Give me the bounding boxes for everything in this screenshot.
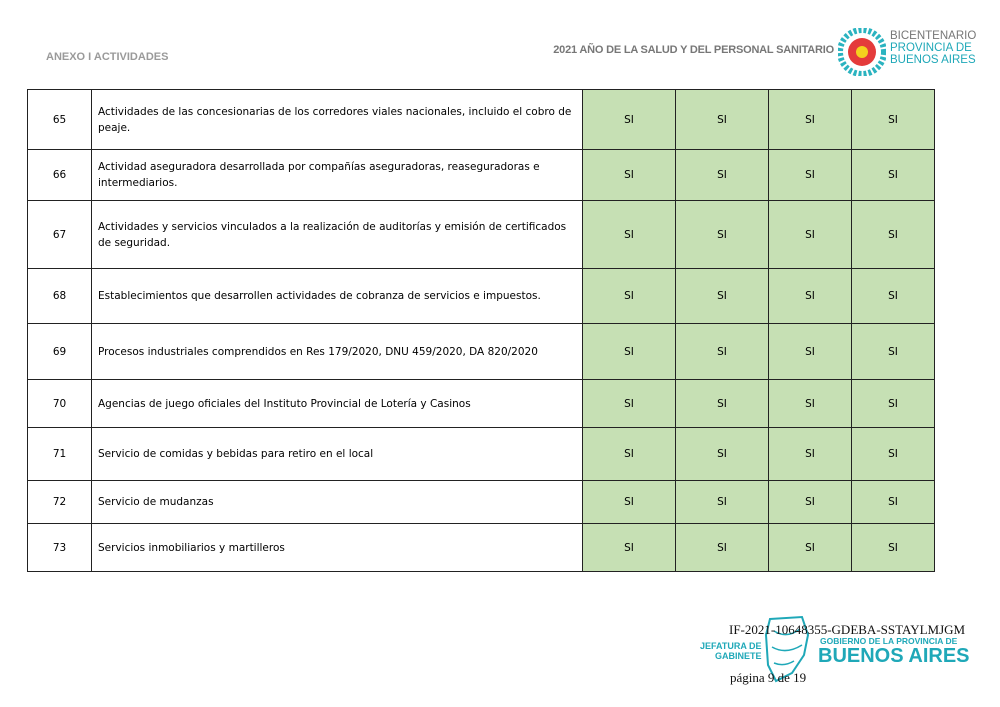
year-motto: 2021 AÑO DE LA SALUD Y DEL PERSONAL SANITARIO: [553, 44, 834, 56]
status-cell: SI: [583, 481, 676, 524]
status-cell: SI: [769, 269, 852, 324]
status-cell: SI: [676, 269, 769, 324]
status-cell: SI: [676, 428, 769, 481]
status-cell: SI: [583, 150, 676, 201]
row-number: 72: [28, 481, 92, 524]
table-row: [28, 481, 935, 524]
activity-description: Servicios inmobiliarios y martilleros: [92, 524, 583, 572]
table-row: [28, 324, 935, 380]
row-number: 73: [28, 524, 92, 572]
row-number: 69: [28, 324, 92, 380]
table-row: [28, 269, 935, 324]
status-cell: SI: [676, 150, 769, 201]
table-row: [28, 90, 935, 150]
logo-line: BICENTENARIO: [890, 30, 977, 42]
table-row: [28, 380, 935, 428]
status-cell: SI: [769, 524, 852, 572]
status-cell: SI: [852, 428, 935, 481]
status-cell: SI: [676, 481, 769, 524]
logo-line: BUENOS AIRES: [890, 54, 976, 66]
row-number: 68: [28, 269, 92, 324]
status-cell: SI: [583, 201, 676, 269]
logo-line: PROVINCIA DE: [890, 42, 972, 54]
status-cell: SI: [769, 380, 852, 428]
status-cell: SI: [583, 428, 676, 481]
status-cell: SI: [769, 481, 852, 524]
gobierno-text: GOBIERNO DE LA PROVINCIA DE: [820, 636, 958, 646]
status-cell: SI: [852, 380, 935, 428]
bicentenario-logo-text: [890, 30, 976, 66]
activity-description: Servicio de mudanzas: [92, 481, 583, 524]
status-cell: SI: [769, 201, 852, 269]
activities-table: [27, 89, 935, 572]
status-cell: SI: [583, 90, 676, 150]
status-cell: SI: [852, 269, 935, 324]
status-cell: SI: [852, 90, 935, 150]
activity-description: Procesos industriales comprendidos en Res 179/2020, DNU 459/2020, DA 820/2020: [92, 324, 583, 380]
status-cell: SI: [852, 524, 935, 572]
status-cell: SI: [676, 324, 769, 380]
table-row: [28, 524, 935, 572]
status-cell: SI: [676, 201, 769, 269]
activity-description: Actividades de las concesionarias de los corredores viales nacionales, incluido el cobro de peaje.: [92, 90, 583, 150]
status-cell: SI: [583, 269, 676, 324]
status-cell: SI: [583, 524, 676, 572]
bicentenario-sun-logo-icon: [838, 28, 886, 76]
status-cell: SI: [676, 380, 769, 428]
status-cell: SI: [583, 380, 676, 428]
activity-description: Actividades y servicios vinculados a la realización de auditorías y emisión de certificados de seguridad.: [92, 201, 583, 269]
activity-description: Actividad aseguradora desarrollada por compañías aseguradoras, reaseguradoras e intermediarios.: [92, 150, 583, 201]
jefatura-line: JEFATURA DE: [700, 641, 762, 651]
status-cell: SI: [769, 90, 852, 150]
jefatura-logo-text: [700, 641, 762, 661]
activity-description: Servicio de comidas y bebidas para retiro en el local: [92, 428, 583, 481]
status-cell: SI: [852, 201, 935, 269]
row-number: 71: [28, 428, 92, 481]
row-number: 70: [28, 380, 92, 428]
status-cell: SI: [676, 524, 769, 572]
table-row: [28, 428, 935, 481]
status-cell: SI: [583, 324, 676, 380]
row-number: 67: [28, 201, 92, 269]
table-row: [28, 150, 935, 201]
status-cell: SI: [852, 324, 935, 380]
annex-title: ANEXO I ACTIVIDADES: [46, 51, 169, 63]
status-cell: SI: [852, 481, 935, 524]
page-number: página 9 de 19: [730, 670, 807, 685]
row-number: 66: [28, 150, 92, 201]
row-number: 65: [28, 90, 92, 150]
status-cell: SI: [852, 150, 935, 201]
activity-description: Agencias de juego oficiales del Instituto Provincial de Lotería y Casinos: [92, 380, 583, 428]
table-row: [28, 201, 935, 269]
buenos-aires-text: BUENOS AIRES: [818, 645, 970, 667]
status-cell: SI: [676, 90, 769, 150]
status-cell: SI: [769, 324, 852, 380]
status-cell: SI: [769, 150, 852, 201]
document-id: IF-2021-10648355-GDEBA-SSTAYLMJGM: [729, 622, 966, 637]
status-cell: SI: [769, 428, 852, 481]
activity-description: Establecimientos que desarrollen actividades de cobranza de servicios e impuestos.: [92, 269, 583, 324]
jefatura-line: GABINETE: [715, 651, 762, 661]
